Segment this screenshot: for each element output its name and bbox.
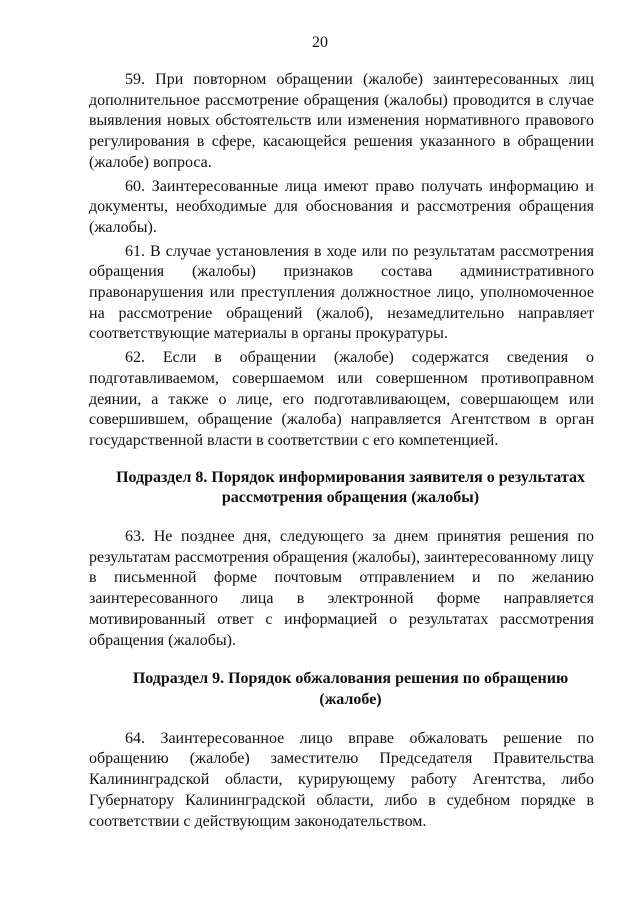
section-9-heading-line1: Подраздел 9. Порядок обжалования решения по обращению: [132, 670, 569, 688]
section-8-heading-line1: Подраздел 8. Порядок информирования заявителя о результатах: [116, 468, 585, 486]
document-body: [89, 70, 594, 835]
section-8-heading-line2: рассмотрения обращения (жалобы): [221, 489, 480, 507]
paragraph-60: 60. Заинтересованные лица имеют право получать информацию и документы, необходимые для обоснования и рассмотрения обращения (жалобы).: [89, 177, 594, 236]
section-9-heading: [89, 669, 594, 710]
paragraph-62: 62. Если в обращении (жалобе) содержатся сведения о подготавливаемом, совершаемом или совершенном противоправном деянии, а также о лице, его подготавливающем, совершающем или совершившем, обращение (жалоба) направляется Агентством в орган государственной власти в соответствии с его компетенцией.: [89, 349, 594, 449]
section-9-heading-line2: (жалобе): [319, 690, 382, 708]
paragraph-64: 64. Заинтересованное лицо вправе обжаловать решение по обращению (жалобе) заместителю Председателя Правительства Калининградской области, курирующему работу Агентства, либо Губернатору Калининградской области, либо в судебном порядке в соответствии с действующим законодательством.: [89, 729, 594, 830]
paragraph-63: 63. Не позднее дня, следующего за днем принятия решения по результатам рассмотрения обращения (жалобы), заинтересованному лицу в письменной форме почтовым отправлением и по желанию заинтересованного лица в электронной форме направляется мотивированный ответ с информацией о результатах рассмотрения обращения (жалобы).: [89, 528, 594, 649]
page-number: 20: [312, 34, 328, 51]
paragraph-59: 59. При повторном обращении (жалобе) заинтересованных лиц дополнительное рассмотрение обращения (жалобы) проводится в случае выявления новых обстоятельств или изменения нормативного правового регулирования в сфере, касающейся решения указанного в обращении (жалобе) вопроса.: [89, 71, 594, 171]
section-8-heading: [89, 468, 594, 509]
paragraph-61: 61. В случае установления в ходе или по результатам рассмотрения обращения (жалобы) признаков состава административного правонарушения или преступления должностное лицо, уполномоченное на рассмотрение обращений (жалоб), незамедлительно направляет соответствующие материалы в органы прокуратуры.: [89, 242, 594, 343]
